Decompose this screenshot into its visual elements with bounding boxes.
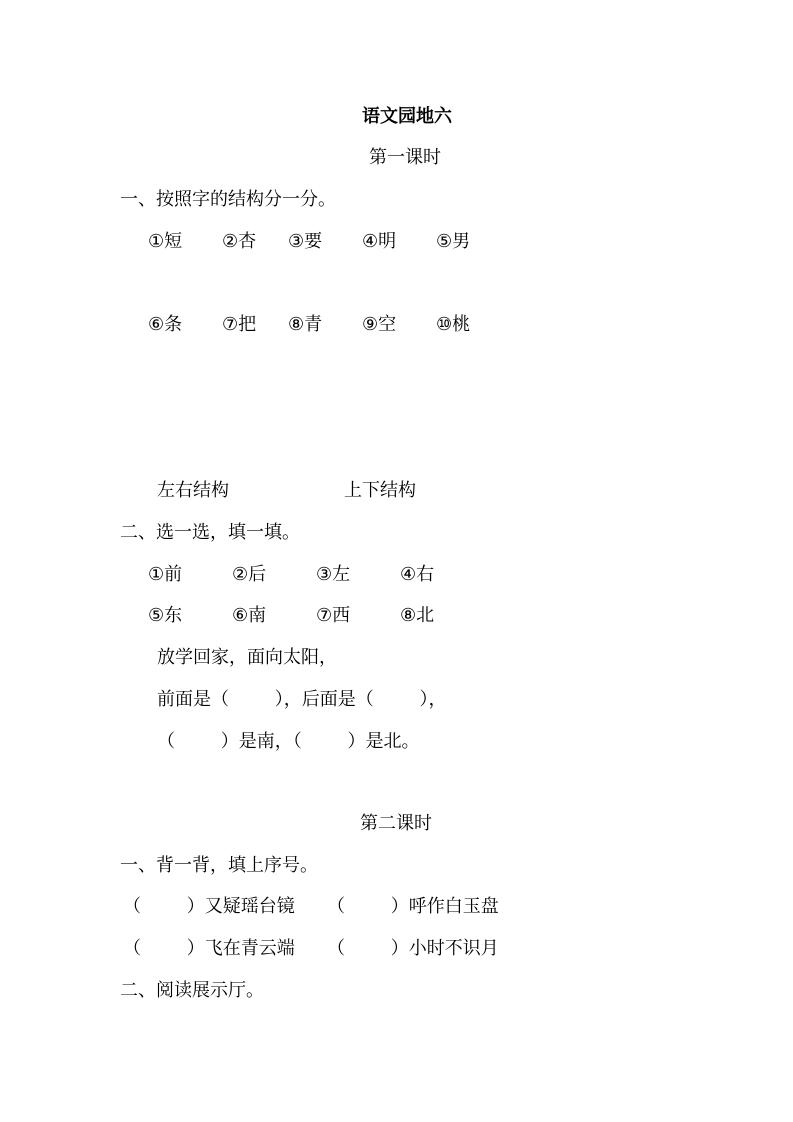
poem-line-item: （ ）又疑瑶台镜 bbox=[123, 896, 295, 917]
direction-option: ④右 bbox=[400, 564, 435, 585]
direction-option: ⑧北 bbox=[400, 605, 435, 626]
category-top-bottom: 上下结构 bbox=[344, 480, 416, 501]
poem-line-item: （ ）飞在青云端 bbox=[123, 938, 295, 959]
char-option: ⑥条 bbox=[148, 314, 183, 335]
category-left-right: 左右结构 bbox=[157, 480, 229, 501]
char-option: ⑩桃 bbox=[436, 314, 471, 335]
direction-option: ⑦西 bbox=[316, 605, 351, 626]
char-option: ④明 bbox=[362, 231, 397, 252]
direction-option: ⑤东 bbox=[148, 605, 183, 626]
char-option: ⑤男 bbox=[436, 231, 471, 252]
direction-option: ③左 bbox=[316, 564, 351, 585]
poem-line-item: （ ）小时不识月 bbox=[327, 938, 499, 959]
direction-option: ⑥南 bbox=[232, 605, 267, 626]
char-option: ⑧青 bbox=[288, 314, 323, 335]
question-2-prompt: 二、选一选，填一填。 bbox=[120, 522, 300, 543]
char-option: ②杏 bbox=[222, 231, 257, 252]
char-option: ⑨空 bbox=[362, 314, 397, 335]
question-1-prompt: 一、按照字的结构分一分。 bbox=[120, 189, 336, 210]
direction-option: ②后 bbox=[232, 564, 267, 585]
lesson-2-heading: 第二课时 bbox=[360, 813, 432, 834]
question-4-prompt: 二、阅读展示厅。 bbox=[120, 980, 264, 1001]
poem-line-item: （ ）呼作白玉盘 bbox=[327, 896, 499, 917]
char-option: ⑦把 bbox=[222, 314, 257, 335]
char-option: ③要 bbox=[288, 231, 323, 252]
direction-option: ①前 bbox=[148, 564, 183, 585]
question-3-prompt: 一、背一背，填上序号。 bbox=[120, 855, 318, 876]
passage-line-2: 前面是（ ），后面是（ ）， bbox=[157, 689, 447, 710]
page-title: 语文园地六 bbox=[362, 106, 452, 127]
char-option: ①短 bbox=[148, 231, 183, 252]
passage-line-1: 放学回家，面向太阳， bbox=[157, 647, 337, 668]
passage-line-3: （ ）是南，（ ）是北。 bbox=[157, 731, 420, 752]
lesson-1-heading: 第一课时 bbox=[369, 147, 441, 168]
